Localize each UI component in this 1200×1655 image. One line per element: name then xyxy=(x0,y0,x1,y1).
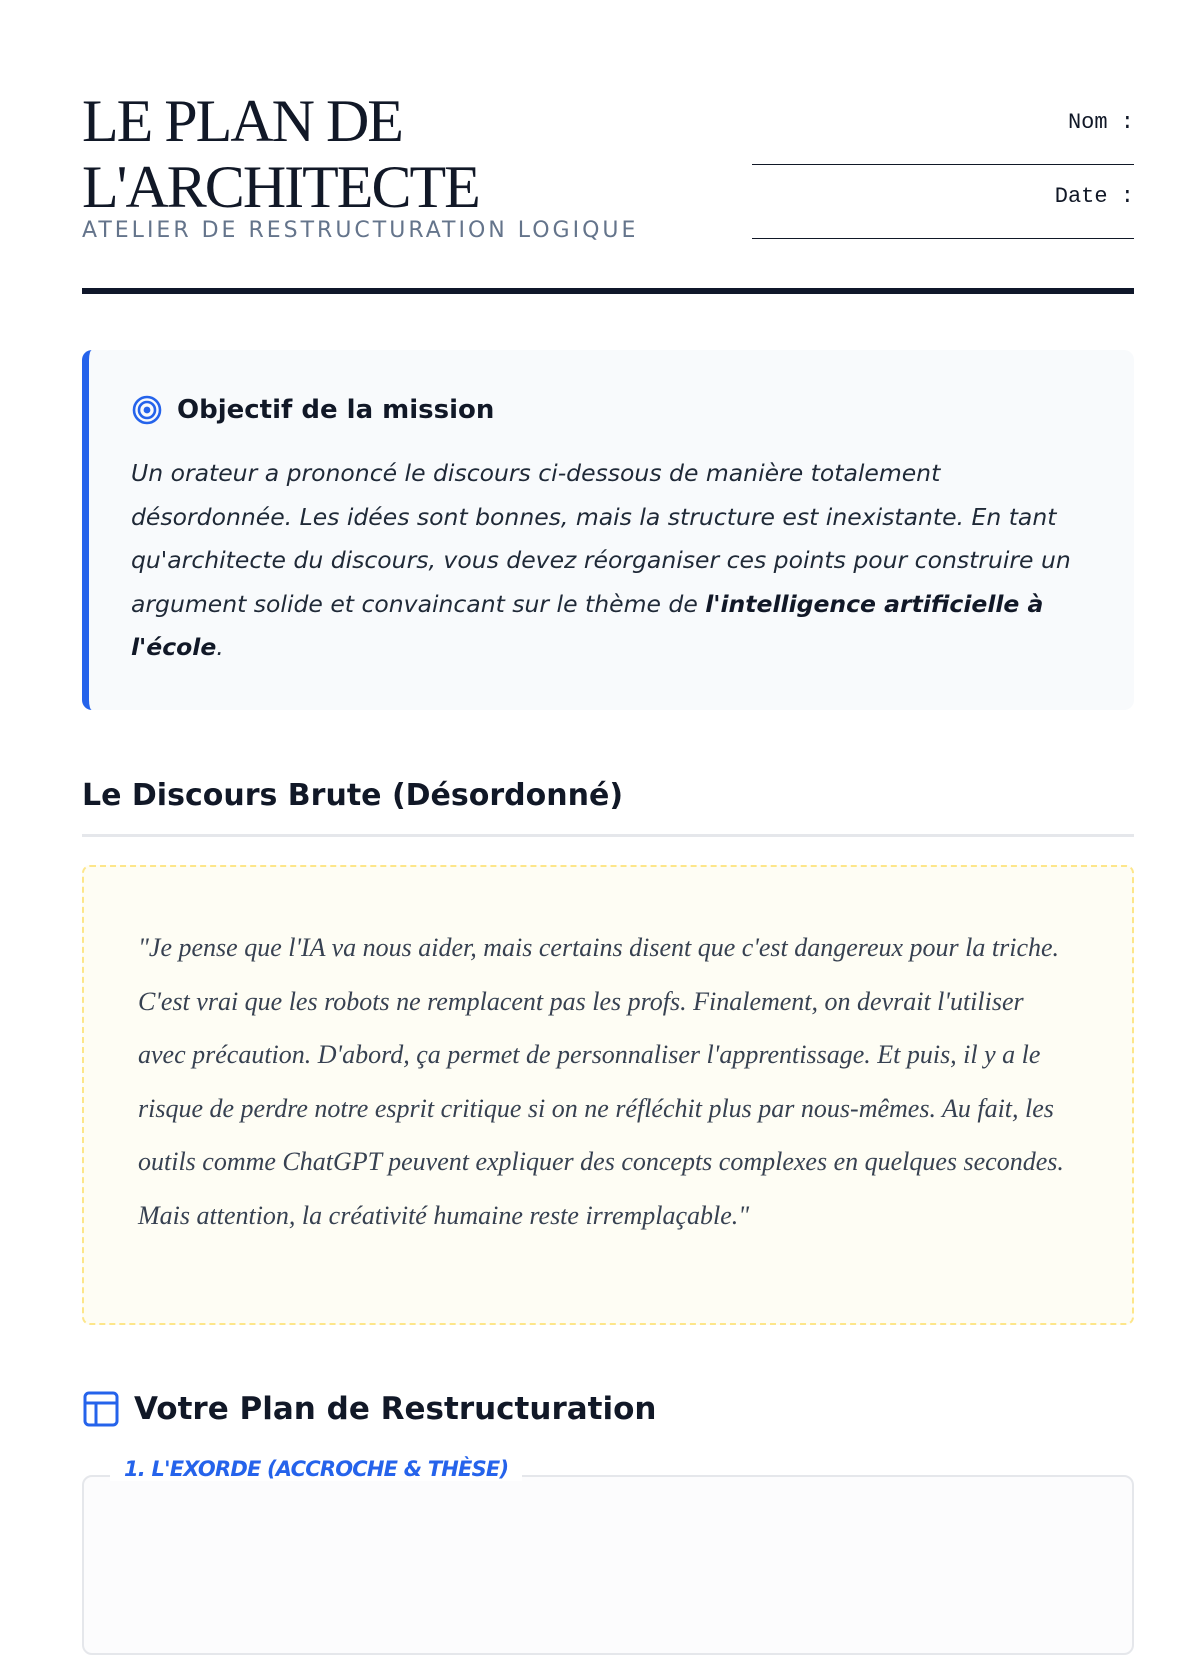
mission-title: Objectif de la mission xyxy=(177,395,495,425)
page-title-line1: LE PLAN DE xyxy=(82,88,402,154)
date-field[interactable] xyxy=(752,184,1134,258)
discours-divider xyxy=(82,834,1134,837)
page-title-line2: L'ARCHITECTE xyxy=(82,154,479,220)
nom-line[interactable] xyxy=(752,164,1134,165)
mission-text xyxy=(131,452,1091,670)
exorde-label: 1. L'EXORDE (ACCROCHE & THÈSE) xyxy=(110,1457,522,1481)
page-subtitle: ATELIER DE RESTRUCTURATION LOGIQUE xyxy=(82,218,639,243)
mission-box xyxy=(82,350,1134,710)
nom-field[interactable] xyxy=(752,110,1134,184)
mission-text-intro: Un orateur a prononcé le discours ci-dessous de manière totalement désordonnée. Les idées sont bonnes, mais la structure est inexistante. En tant qu'architecte du discours, vous devez réorganiser ces points pour construire un argument solide et convaincant sur le thème de xyxy=(131,459,1071,618)
discours-text: "Je pense que l'IA va nous aider, mais certains disent que c'est dangereux pour la triche. C'est vrai que les robots ne remplacent pas les profs. Finalement, on devrait l'utiliser avec précaution. D'abord, ça permet de personnaliser l'apprentissage. Et puis, il y a le risque de perdre notre esprit critique si on ne réfléchit plus par nous-mêmes. Au fait, les outils comme ChatGPT peuvent expliquer des concepts complexes en quelques secondes. Mais attention, la créativité humaine reste irremplaçable." xyxy=(138,933,1064,1230)
plan-heading xyxy=(82,1390,656,1428)
plan-title: Votre Plan de Restructuration xyxy=(134,1391,657,1427)
nom-label: Nom : xyxy=(1067,110,1134,135)
date-label: Date : xyxy=(1054,184,1134,209)
student-fields xyxy=(752,110,1134,258)
page-title xyxy=(82,88,479,220)
exorde-answer-box[interactable] xyxy=(82,1457,1134,1655)
target-icon xyxy=(131,394,163,426)
layout-icon xyxy=(82,1390,120,1428)
mission-header xyxy=(131,394,494,426)
header-divider xyxy=(82,288,1134,294)
mission-text-theme: l'intelligence artificielle à l'école xyxy=(131,589,1044,661)
mission-text-end: . xyxy=(216,633,224,661)
worksheet-header xyxy=(82,88,1134,288)
date-line[interactable] xyxy=(752,238,1134,239)
discours-heading: Le Discours Brute (Désordonné) xyxy=(82,778,624,813)
discours-box xyxy=(82,865,1134,1325)
